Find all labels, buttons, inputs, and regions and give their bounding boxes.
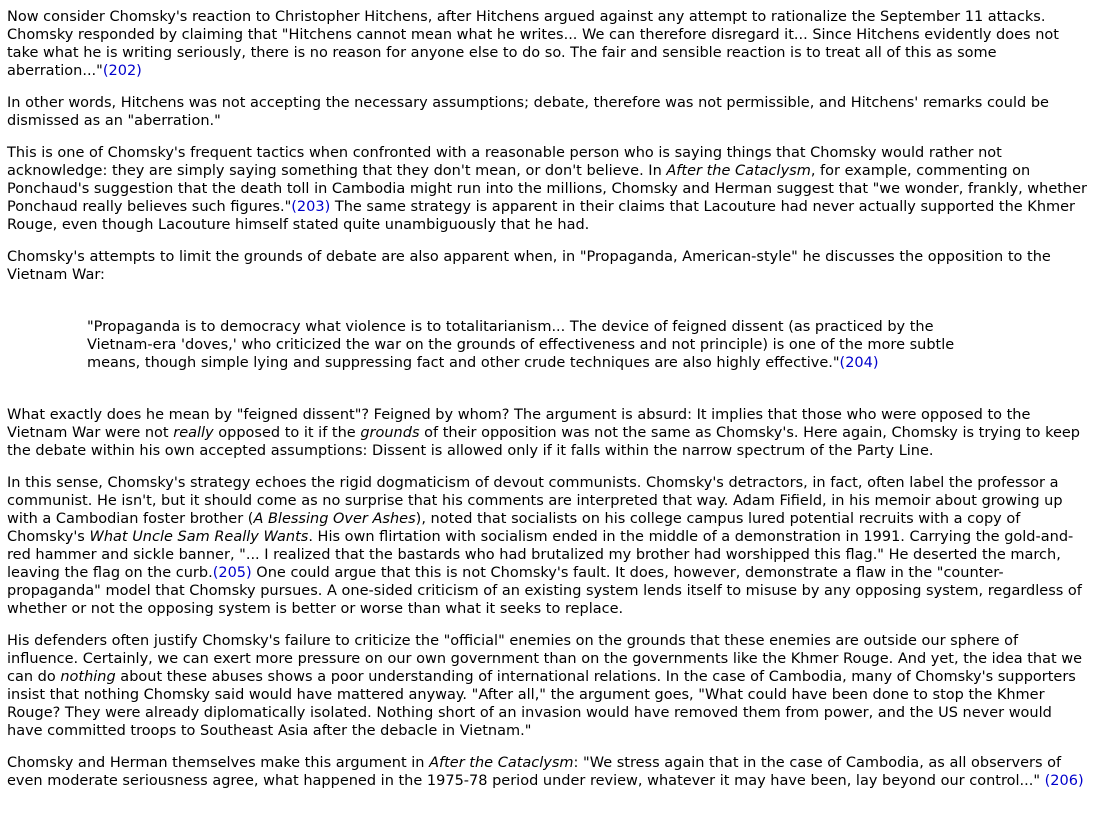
paragraph [7,632,1087,740]
italic-text: After the Cataclysm [429,755,574,771]
text-run: of their opposition was not the same as Chomsky's. Here again, Chomsky is trying to keep the debate within his own accepted assumptions: Dissent is allowed only if it falls within the narrow spectrum of the Party Line. [7,425,1081,459]
paragraphs-after-quote [7,406,1087,790]
text-run: In this sense, Chomsky's strategy echoes the rigid dogmaticism of devout communists. Chomsky's detractors, in fact, often label the professor a communist. He isn't, but it should come as no surprise that his comments are interpreted that way. Adam Fifield, in his memoir about growing up with a Cambodian foster brother ( [7,475,1063,527]
article-body [0,8,1093,790]
paragraph [7,474,1087,618]
paragraphs-before-quote [7,8,1087,284]
italic-text: What Uncle Sam Really Wants [89,529,309,545]
paragraph [7,144,1087,234]
footnote-link[interactable]: (202) [102,63,142,79]
text-run: What exactly does he mean by "feigned dissent"? Feigned by whom? The argument is absurd: It implies that those who were opposed to the Vietnam War were not [7,407,1031,441]
text-run: One could argue that this is not Chomsky's fault. It does, however, demonstrate a flaw in the "counter-propaganda" model that Chomsky pursues. A one-sided criticism of an existing system lends itself to misuse by any opposing system, regardless of whether or not the opposing system is better or worse than what it seeks to replace. [7,565,1082,617]
text-run: . His own flirtation with socialism ended in the middle of a demonstration in 1991. Carrying the gold-and-red hammer and sickle banner, "... I realized that the bastards who had brutalized my brother had worshipped this flag." He deserted the march, leaving the flag on the curb. [7,529,1074,581]
paragraph [7,406,1087,460]
paragraph [7,8,1087,80]
text-run: ), noted that socialists on his college campus lured potential recruits with a copy of Chomsky's [7,511,1021,545]
text-run: Chomsky and Herman themselves make this argument in [7,755,430,771]
italic-text: After the Cataclysm [666,163,811,179]
text-run: The same strategy is apparent in their claims that Lacouture had never actually supported the Khmer Rouge, even though Lacouture himself stated quite unambiguously that he had. [7,199,1076,233]
italic-text: A Blessing Over Ashes [253,511,416,527]
italic-text: really [173,425,214,441]
text-run: In other words, Hitchens was not accepting the necessary assumptions; debate, therefore was not permissible, and Hitchens' remarks could be dismissed as an "aberration." [7,95,1049,129]
italic-text: grounds [360,425,420,441]
text-run: This is one of Chomsky's frequent tactics when confronted with a reasonable person who is saying things that Chomsky would rather not acknowledge: they are simply saying something that they don't mean, or don't believe. In [7,145,1002,179]
text-run: opposed to it if the [213,425,361,441]
footnote-link[interactable]: (203) [291,199,331,215]
paragraph [7,754,1087,790]
text-run: "Propaganda is to democracy what violence is to totalitarianism... The device of feigned dissent (as practiced by the Vietnam-era 'doves,' who criticized the war on the grounds of effectiveness and not principle) is one of the more subtle means, though simple lying and suppressing fact and other crude techniques are also highly effective." [87,319,955,371]
text-run: Now consider Chomsky's reaction to Christopher Hitchens, after Hitchens argued against any attempt to rationalize the September 11 attacks. Chomsky responded by claiming that "Hitchens cannot mean what he writes... We can therefore disregard it... Since Hitchens evidently does not take what he is writing seriously, there is no reason for anyone else to do so. The fair and sensible reaction is to treat all of this as some aberration..." [7,9,1059,79]
text-run: : "We stress again that in the case of Cambodia, as all observers of even moderate seriousness agree, what happened in the 1975-78 period under review, whatever it may have been, lay beyond our control..." [7,755,1062,789]
text-run: Chomsky's attempts to limit the grounds of debate are also apparent when, in "Propaganda, American-style" he discusses the opposition to the Vietnam War: [7,249,1051,283]
block-quote [87,318,977,372]
text-run: His defenders often justify Chomsky's failure to criticize the "official" enemies on the grounds that these enemies are outside our sphere of influence. Certainly, we can exert more pressure on our own government than on the governments like the Khmer Rouge. And yet, the idea that we can do [7,633,1083,685]
footnote-link[interactable]: (206) [1044,773,1084,789]
text-run: , for example, commenting on Ponchaud's suggestion that the death toll in Cambodia might run into the millions, Chomsky and Herman suggest that "we wonder, frankly, whether Ponchaud really believes such figures." [7,163,1088,215]
text-run: about these abuses shows a poor understanding of international relations. In the case of Cambodia, many of Chomsky's supporters insist that nothing Chomsky said would have mattered anyway. "After all," the argument goes, "What could have been done to stop the Khmer Rouge? They were already diplomatically isolated. Nothing short of an invasion would have removed them from power, and the US never would have committed troops to Southeast Asia after the debacle in Vietnam." [7,669,1076,739]
footnote-link[interactable]: (205) [212,565,252,581]
paragraph [7,94,1087,130]
footnote-link[interactable]: (204) [839,355,879,371]
paragraph [7,248,1087,284]
italic-text: nothing [60,669,116,685]
